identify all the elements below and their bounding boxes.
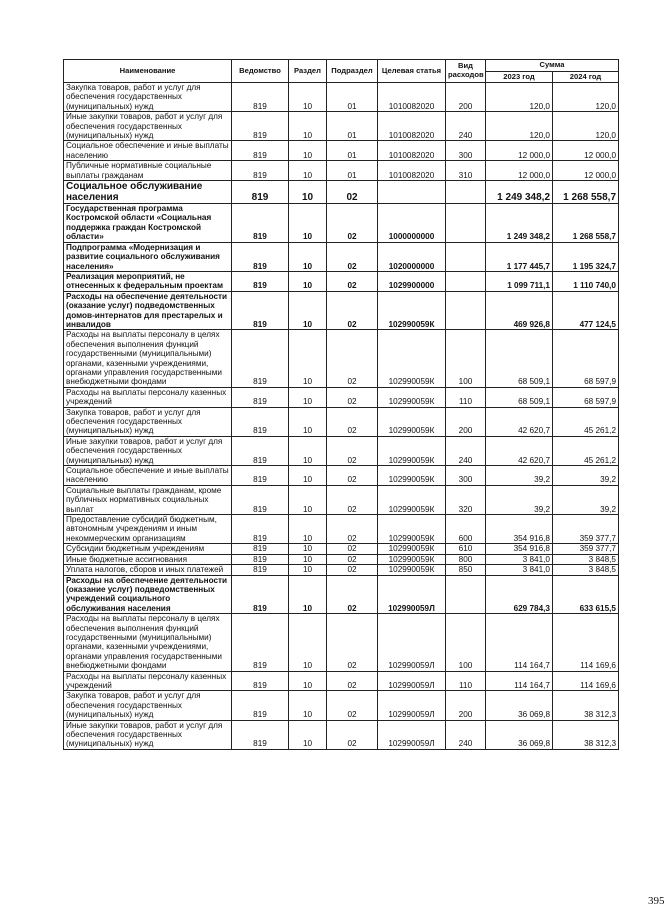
cell-sum-2024: 1 110 740,0 [553,271,619,291]
cell-name: Государственная программа Костромской области «Социальная поддержка граждан Костромской области» [64,204,232,243]
table-row [64,614,619,671]
cell-podrazdel: 02 [327,515,378,544]
cell-vedomstvo: 819 [232,575,289,614]
cell-razdel: 10 [289,242,327,271]
cell-razdel: 10 [289,291,327,330]
cell-vedomstvo: 819 [232,614,289,671]
cell-sum-2023: 354 916,8 [486,515,553,544]
cell-vedomstvo: 819 [232,83,289,112]
cell-celevaya [378,181,446,204]
cell-sum-2023: 68 509,1 [486,387,553,407]
cell-vedomstvo: 819 [232,554,289,564]
cell-razdel: 10 [289,515,327,544]
table-row [64,242,619,271]
cell-sum-2023: 36 069,8 [486,691,553,720]
cell-podrazdel: 01 [327,83,378,112]
cell-vedomstvo: 819 [232,485,289,514]
cell-name: Расходы на выплаты персоналу казенных учреждений [64,387,232,407]
cell-podrazdel: 02 [327,181,378,204]
cell-sum-2024: 477 124,5 [553,291,619,330]
cell-vedomstvo: 819 [232,436,289,465]
cell-sum-2024: 1 268 558,7 [553,204,619,243]
page-number: 395 [648,895,665,907]
cell-sum-2024: 68 597,9 [553,330,619,387]
cell-podrazdel: 02 [327,407,378,436]
cell-celevaya: 102990059К [378,544,446,554]
cell-vid: 200 [446,691,486,720]
cell-sum-2023: 3 841,0 [486,554,553,564]
cell-vid: 300 [446,466,486,486]
table-row [64,720,619,749]
cell-name: Уплата налогов, сборов и иных платежей [64,565,232,575]
cell-sum-2024: 45 261,2 [553,436,619,465]
cell-vid: 200 [446,83,486,112]
cell-sum-2023: 1 177 445,7 [486,242,553,271]
cell-name: Публичные нормативные социальные выплаты гражданам [64,161,232,181]
cell-podrazdel: 01 [327,141,378,161]
cell-podrazdel: 02 [327,436,378,465]
cell-sum-2023: 36 069,8 [486,720,553,749]
cell-sum-2023: 12 000,0 [486,141,553,161]
cell-name: Расходы на обеспечение деятельности (оказание услуг) подведомственных учреждений социального обслуживания населения [64,575,232,614]
cell-vedomstvo: 819 [232,515,289,544]
cell-sum-2023: 114 164,7 [486,671,553,691]
cell-sum-2023: 39,2 [486,466,553,486]
cell-vid: 850 [446,565,486,575]
cell-sum-2023: 1 249 348,2 [486,204,553,243]
cell-celevaya: 102990059К [378,436,446,465]
table-row [64,181,619,204]
cell-vid: 300 [446,141,486,161]
cell-celevaya: 102990059К [378,387,446,407]
table-row [64,485,619,514]
cell-name: Закупка товаров, работ и услуг для обеспечения государственных (муниципальных) нужд [64,83,232,112]
budget-table [63,59,619,750]
header-razdel: Раздел [289,60,327,83]
cell-vid: 310 [446,161,486,181]
cell-celevaya: 102990059К [378,466,446,486]
cell-name: Иные закупки товаров, работ и услуг для обеспечения государственных (муниципальных) нужд [64,112,232,141]
cell-vedomstvo: 819 [232,691,289,720]
cell-vid: 110 [446,387,486,407]
cell-celevaya: 1029900000 [378,271,446,291]
cell-vid: 240 [446,112,486,141]
table-row [64,330,619,387]
cell-podrazdel: 02 [327,575,378,614]
cell-name: Подпрограмма «Модернизация и развитие социального обслуживания населения» [64,242,232,271]
cell-sum-2024: 120,0 [553,112,619,141]
table-row [64,161,619,181]
table-row [64,271,619,291]
document-page [63,59,665,907]
cell-vid [446,291,486,330]
cell-vid [446,242,486,271]
cell-sum-2023: 354 916,8 [486,544,553,554]
cell-name: Субсидии бюджетным учреждениям [64,544,232,554]
cell-vedomstvo: 819 [232,242,289,271]
cell-podrazdel: 02 [327,671,378,691]
cell-vid: 610 [446,544,486,554]
table-row [64,575,619,614]
cell-name: Социальное обеспечение и иные выплаты населению [64,466,232,486]
cell-sum-2024: 12 000,0 [553,141,619,161]
cell-name: Предоставление субсидий бюджетным, автономным учреждениям и иным некоммерческим организациям [64,515,232,544]
cell-vedomstvo: 819 [232,544,289,554]
cell-vid: 800 [446,554,486,564]
cell-razdel: 10 [289,466,327,486]
cell-celevaya: 102990059Л [378,614,446,671]
cell-razdel: 10 [289,181,327,204]
cell-vedomstvo: 819 [232,671,289,691]
header-vid: Вид расходов [446,60,486,83]
table-row [64,515,619,544]
cell-name: Расходы на выплаты персоналу в целях обеспечения выполнения функций государственными (муниципальными) органами, казенными учреждениями, органами управления государственными внебюджетными фондами [64,330,232,387]
cell-podrazdel: 02 [327,485,378,514]
cell-podrazdel: 02 [327,271,378,291]
cell-vedomstvo: 819 [232,181,289,204]
cell-vid [446,181,486,204]
cell-vedomstvo: 819 [232,387,289,407]
cell-razdel: 10 [289,330,327,387]
cell-vedomstvo: 819 [232,407,289,436]
cell-sum-2024: 68 597,9 [553,387,619,407]
cell-sum-2024: 3 848,5 [553,554,619,564]
cell-podrazdel: 02 [327,554,378,564]
cell-sum-2023: 12 000,0 [486,161,553,181]
cell-sum-2024: 359 377,7 [553,515,619,544]
cell-vedomstvo: 819 [232,720,289,749]
cell-name: Расходы на выплаты персоналу в целях обеспечения выполнения функций государственными (муниципальными) органами, казенными учреждениями, органами управления государственными внебюджетными фондами [64,614,232,671]
cell-celevaya: 1010082020 [378,112,446,141]
cell-razdel: 10 [289,691,327,720]
cell-sum-2024: 1 268 558,7 [553,181,619,204]
table-row [64,112,619,141]
cell-name: Реализация мероприятий, не отнесенных к федеральным проектам [64,271,232,291]
table-row [64,407,619,436]
cell-podrazdel: 02 [327,291,378,330]
cell-celevaya: 102990059К [378,485,446,514]
cell-vid: 240 [446,436,486,465]
cell-razdel: 10 [289,204,327,243]
table-row [64,83,619,112]
cell-vedomstvo: 819 [232,141,289,161]
cell-podrazdel: 02 [327,466,378,486]
table-row [64,436,619,465]
cell-sum-2023: 120,0 [486,83,553,112]
table-row [64,671,619,691]
cell-vid [446,575,486,614]
cell-name: Расходы на выплаты персоналу казенных учреждений [64,671,232,691]
cell-celevaya: 102990059Л [378,691,446,720]
cell-vid: 100 [446,330,486,387]
cell-sum-2023: 629 784,3 [486,575,553,614]
header-2024: 2024 год [553,72,619,83]
cell-sum-2024: 120,0 [553,83,619,112]
cell-celevaya: 102990059К [378,515,446,544]
cell-celevaya: 102990059Л [378,720,446,749]
cell-sum-2024: 12 000,0 [553,161,619,181]
table-body [64,83,619,750]
header-name: Наименование [64,60,232,83]
cell-vedomstvo: 819 [232,466,289,486]
cell-vedomstvo: 819 [232,112,289,141]
table-row [64,544,619,554]
cell-razdel: 10 [289,554,327,564]
cell-sum-2023: 42 620,7 [486,436,553,465]
header-vedomstvo: Ведомство [232,60,289,83]
cell-sum-2023: 68 509,1 [486,330,553,387]
cell-razdel: 10 [289,161,327,181]
cell-sum-2024: 114 169,6 [553,671,619,691]
cell-celevaya: 102990059Л [378,575,446,614]
cell-podrazdel: 02 [327,544,378,554]
cell-sum-2023: 120,0 [486,112,553,141]
cell-name: Социальное обеспечение и иные выплаты населению [64,141,232,161]
cell-celevaya: 1010082020 [378,141,446,161]
cell-sum-2024: 359 377,7 [553,544,619,554]
cell-podrazdel: 02 [327,387,378,407]
table-row [64,204,619,243]
cell-sum-2024: 39,2 [553,466,619,486]
cell-name: Иные закупки товаров, работ и услуг для обеспечения государственных (муниципальных) нужд [64,720,232,749]
cell-podrazdel: 01 [327,161,378,181]
cell-sum-2024: 1 195 324,7 [553,242,619,271]
cell-razdel: 10 [289,112,327,141]
cell-vid: 200 [446,407,486,436]
cell-sum-2023: 39,2 [486,485,553,514]
cell-name: Социальное обслуживание населения [64,181,232,204]
cell-sum-2023: 1 099 711,1 [486,271,553,291]
cell-razdel: 10 [289,141,327,161]
cell-sum-2023: 1 249 348,2 [486,181,553,204]
cell-podrazdel: 02 [327,242,378,271]
cell-razdel: 10 [289,575,327,614]
cell-sum-2023: 42 620,7 [486,407,553,436]
cell-sum-2023: 3 841,0 [486,565,553,575]
cell-vid [446,271,486,291]
table-row [64,554,619,564]
cell-razdel: 10 [289,671,327,691]
cell-vedomstvo: 819 [232,291,289,330]
header-celevaya: Целевая статья [378,60,446,83]
cell-celevaya: 1010082020 [378,83,446,112]
cell-razdel: 10 [289,387,327,407]
cell-name: Расходы на обеспечение деятельности (оказание услуг) подведомственных домов-интернатов для престарелых и инвалидов [64,291,232,330]
cell-sum-2024: 38 312,3 [553,720,619,749]
cell-vid: 240 [446,720,486,749]
cell-razdel: 10 [289,565,327,575]
cell-podrazdel: 01 [327,112,378,141]
cell-razdel: 10 [289,83,327,112]
header-summa: Сумма [486,60,619,72]
cell-podrazdel: 02 [327,614,378,671]
cell-name: Закупка товаров, работ и услуг для обеспечения государственных (муниципальных) нужд [64,407,232,436]
cell-vid [446,204,486,243]
table-row [64,141,619,161]
cell-celevaya: 1010082020 [378,161,446,181]
cell-celevaya: 1000000000 [378,204,446,243]
cell-sum-2024: 3 848,5 [553,565,619,575]
cell-razdel: 10 [289,720,327,749]
cell-vid: 100 [446,614,486,671]
cell-vedomstvo: 819 [232,271,289,291]
table-row [64,387,619,407]
cell-vid: 110 [446,671,486,691]
cell-sum-2023: 114 164,7 [486,614,553,671]
cell-celevaya: 102990059К [378,407,446,436]
cell-razdel: 10 [289,614,327,671]
header-2023: 2023 год [486,72,553,83]
cell-celevaya: 102990059К [378,330,446,387]
cell-name: Социальные выплаты гражданам, кроме публичных нормативных социальных выплат [64,485,232,514]
cell-vedomstvo: 819 [232,330,289,387]
cell-celevaya: 1020000000 [378,242,446,271]
cell-sum-2023: 469 926,8 [486,291,553,330]
cell-razdel: 10 [289,271,327,291]
cell-sum-2024: 114 169,6 [553,614,619,671]
cell-podrazdel: 02 [327,204,378,243]
cell-sum-2024: 39,2 [553,485,619,514]
table-row [64,466,619,486]
cell-vid: 320 [446,485,486,514]
cell-podrazdel: 02 [327,720,378,749]
cell-celevaya: 102990059К [378,291,446,330]
cell-razdel: 10 [289,485,327,514]
table-row [64,565,619,575]
cell-podrazdel: 02 [327,330,378,387]
header-podrazdel: Подраздел [327,60,378,83]
table-row [64,291,619,330]
cell-sum-2024: 38 312,3 [553,691,619,720]
cell-vedomstvo: 819 [232,204,289,243]
cell-podrazdel: 02 [327,691,378,720]
cell-podrazdel: 02 [327,565,378,575]
cell-celevaya: 102990059К [378,554,446,564]
cell-celevaya: 102990059К [378,565,446,575]
cell-vid: 600 [446,515,486,544]
cell-vedomstvo: 819 [232,565,289,575]
cell-name: Закупка товаров, работ и услуг для обеспечения государственных (муниципальных) нужд [64,691,232,720]
cell-razdel: 10 [289,407,327,436]
cell-name: Иные бюджетные ассигнования [64,554,232,564]
cell-sum-2024: 45 261,2 [553,407,619,436]
cell-sum-2024: 633 615,5 [553,575,619,614]
cell-razdel: 10 [289,436,327,465]
cell-celevaya: 102990059Л [378,671,446,691]
cell-name: Иные закупки товаров, работ и услуг для обеспечения государственных (муниципальных) нужд [64,436,232,465]
table-row [64,691,619,720]
cell-razdel: 10 [289,544,327,554]
cell-vedomstvo: 819 [232,161,289,181]
